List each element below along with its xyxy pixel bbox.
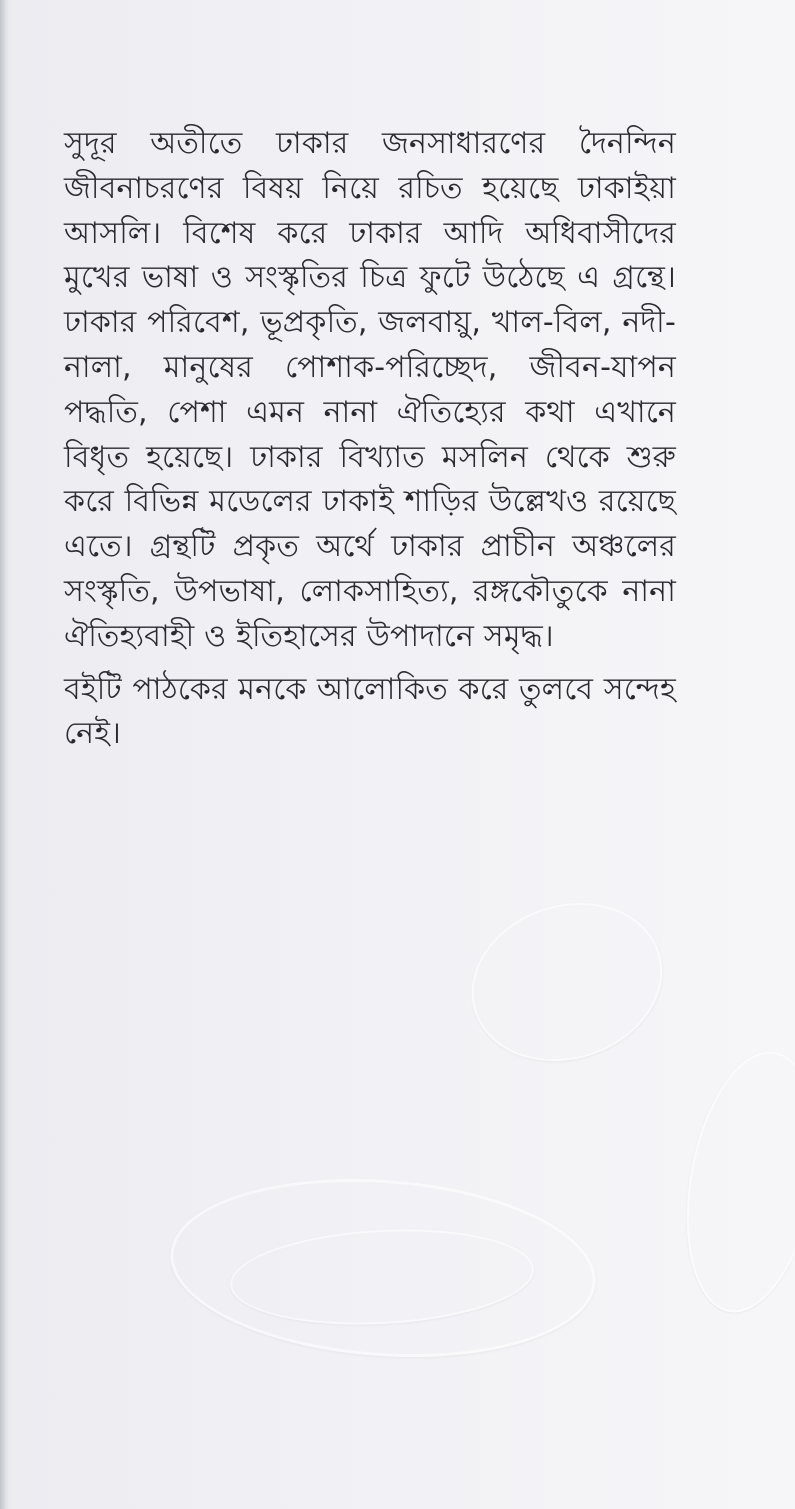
- embossed-flourish: [451, 879, 683, 1085]
- embossed-flourish: [668, 1041, 795, 1323]
- blurb-paragraph-closing: বইটি পাঠকের মনকে আলোকিত করে তুলবে সন্দেহ নেই।: [64, 671, 676, 752]
- cover-left-edge: [0, 0, 7, 1509]
- book-blurb: [64, 122, 676, 757]
- blurb-paragraph-main: সুদূর অতীতে ঢাকার জনসাধারণের দৈনন্দিন জীবনাচরণের বিষয় নিয়ে রচিত হয়েছে ঢাকাইয়া আসলি। বিশেষ করে ঢাকার আদি অধিবাসীদের মুখের ভাষা ও সংস্কৃতির চিত্র ফুটে উঠেছে এ গ্রন্থে। ঢাকার পরিবেশ, ভূপ্রকৃতি, জলবায়ু, খাল-বিল, নদী-নালা, মানুষের পোশাক-পরিচ্ছেদ, জীবন-যাপন পদ্ধতি, পেশা এমন নানা ঐতিহ্যের কথা এখানে বিধৃত হয়েছে। ঢাকার বিখ্যাত মসলিন থেকে শুরু করে বিভিন্ন মডেলের ঢাকাই শাড়ির উল্লেখও রয়েছে এতে। গ্রন্থটি প্রকৃত অর্থে ঢাকার প্রাচীন অঞ্চলের সংস্কৃতি, উপভাষা, লোকসাহিত্য, রঙ্গকৌতুকে নানা ঐতিহ্যবাহী ও ইতিহাসের উপাদানে সমৃদ্ধ।: [64, 126, 676, 654]
